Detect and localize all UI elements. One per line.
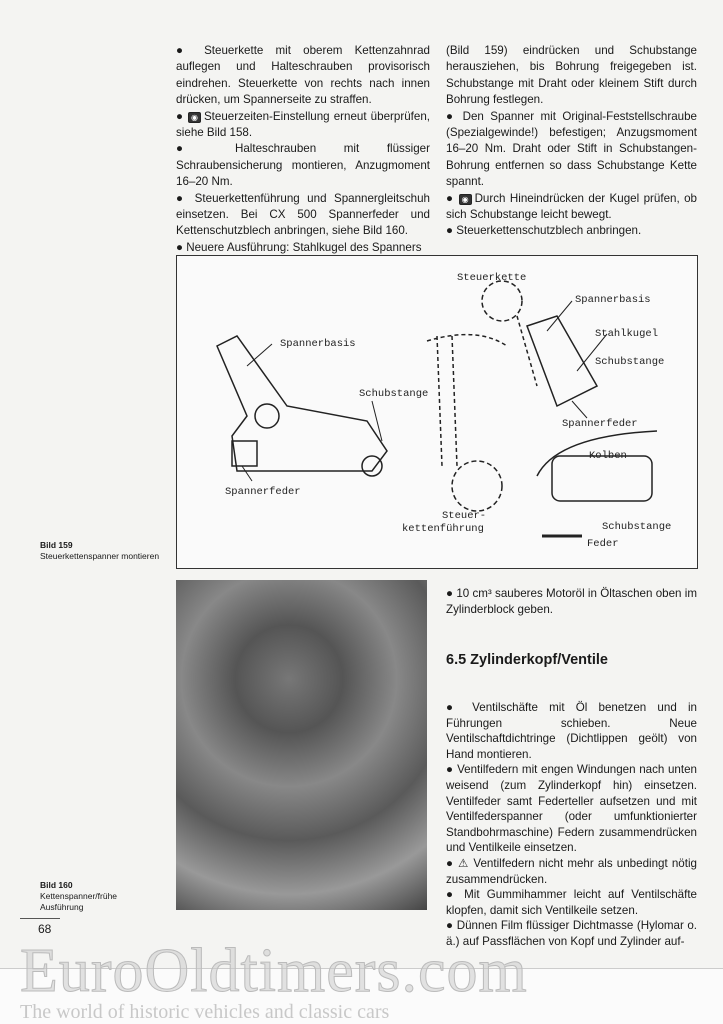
paragraph: ● Dünnen Film flüssiger Dichtmasse (Hylomar o. ä.) auf Passflächen von Kopf und Zylinder auf- [446,918,697,949]
caption-bild-159: Bild 159 Steuerkettenspanner montieren [40,540,160,561]
lower-right-intro [446,586,697,619]
label-stahlkugel: Stahlkugel [595,328,659,340]
label-spannerbasis-right: Spannerbasis [575,294,651,306]
label-schubstange-detail: Schubstange [602,521,672,533]
engine-photo [176,580,427,910]
page-number: 68 [38,922,52,936]
paragraph: ● Steuerkettenführung und Spannergleitschuh einsetzen. Bei CX 500 Spannerfeder und Kettenschutzblech anbringen, siehe Bild 160. [176,191,430,240]
label-steuerkette: Steuerkette [457,272,527,284]
check-icon: ◉ [459,194,472,205]
section-body [446,700,697,950]
label-steuer: Steuer- [442,510,487,522]
paragraph: ● Den Spanner mit Original-Feststellschraube (Spezialgewinde!) befestigen; Anzugsmoment 16–20 Nm. Draht oder Stift in Schubstangen-Bohrung entfernen so dass Schubstange Kette spannt. [446,109,697,191]
paragraph: ● ⚠ Ventilfedern nicht mehr als unbedingt nötig zusammendrücken. [446,856,697,887]
paragraph: ● Ventilfedern mit engen Windungen nach unten weisend (zum Zylinderkopf hin) einsetzen. Ventilfeder samt Federteller aufsetzen und mit Ventilfederspanner (oder umfunktionierter Standbohrmaschine) Federn zusammendrücken und Ventilkeile einsetzen. [446,762,697,856]
paragraph: ● Ventilschäfte mit Öl benetzen und in Führungen schieben. Neue Ventilschaftdichtringe (Dichtlippen geölt) von Hand montieren. [446,700,697,762]
paragraph: ● ◉ Durch Hineindrücken der Kugel prüfen, ob sich Schubstange leicht bewegt. [446,191,697,224]
paragraph: (Bild 159) eindrücken und Schubstange herausziehen, bis Bohrung freigegeben ist. Schubstange mit Draht oder kleinem Stift durch Bohrung festlegen. [446,44,697,107]
label-spannerfeder-right: Spannerfeder [562,418,638,430]
spanner-base-left [217,336,387,471]
paragraph: ● Mit Gummihammer leicht auf Ventilschäfte klopfen, damit sich Ventilkeile setzen. [446,887,697,918]
label-spannerfeder: Spannerfeder [225,486,301,498]
figure-159-diagram [176,255,698,569]
paragraph: ● Halteschrauben mit flüssiger Schraubensicherung montieren, Anzugmoment 16–20 Nm. [176,141,430,190]
paragraph: ● Steuerkette mit oberem Kettenzahnrad auflegen und Halteschrauben provisorisch eindrehen. Steuerkette von rechts nach innen drücken, um Spannerseite zu straffen. [176,43,430,109]
watermark-subtitle: The world of historic vehicles and classic cars [20,1001,390,1023]
tensioner-diagram [177,256,697,568]
left-text-column [176,43,430,256]
paragraph: ● ◉ Steuerzeiten-Einstellung erneut überprüfen, siehe Bild 158. [176,109,430,142]
sprocket-lower [452,461,502,511]
label-feder: Feder [587,538,619,550]
label-schubstange-right: Schubstange [595,356,665,368]
detail-piston [552,456,652,501]
label-kolben: Kolben [589,450,627,462]
sprocket-upper [482,281,522,321]
watermark-title: EuroOldtimers.com [20,937,528,1005]
spanner-base-right [527,316,597,406]
paragraph: ● Steuerkettenschutzblech anbringen. [446,223,697,239]
warning-icon: ⚠ [458,856,470,870]
label-schubstange: Schubstange [359,388,429,400]
check-icon: ◉ [188,112,201,123]
right-text-column [446,43,697,240]
caption-bild-160: Bild 160 Kettenspanner/frühe Ausführung [40,880,118,912]
label-kettenfuehrung: kettenführung [402,523,484,535]
section-heading: 6.5 Zylinderkopf/Ventile [446,652,608,668]
label-spannerbasis: Spannerbasis [280,338,356,350]
divider [20,918,60,919]
paragraph: ● 10 cm³ sauberes Motoröl in Öltaschen oben im Zylinderblock geben. [446,586,697,619]
paragraph: ● Neuere Ausführung: Stahlkugel des Spanners [176,240,430,256]
